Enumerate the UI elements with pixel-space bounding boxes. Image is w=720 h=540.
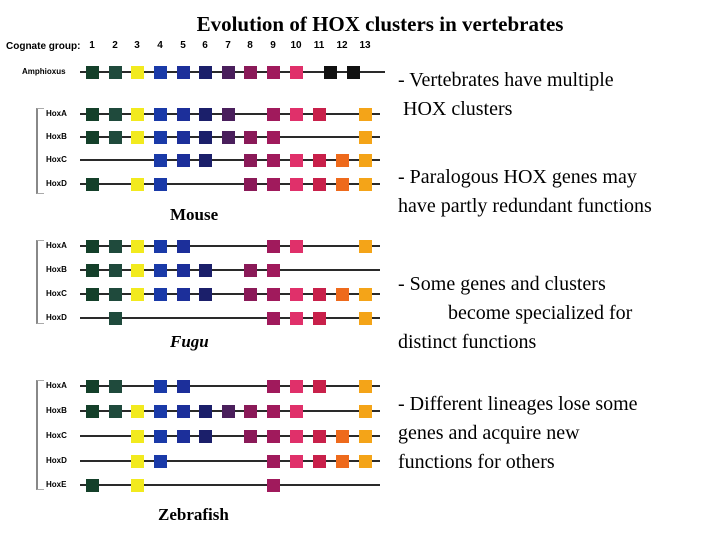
diagram-title: Evolution of HOX clusters in vertebrates: [196, 12, 564, 36]
gene-box-group-8: [244, 430, 257, 443]
gene-box-group-10: [290, 430, 303, 443]
gene-box-group-3: [131, 66, 144, 79]
gene-box-group-3: [131, 479, 144, 492]
gene-box-group-5: [177, 131, 190, 144]
gene-box-group-11: [313, 108, 326, 121]
gene-box-group-3: [131, 264, 144, 277]
bullet-lineage-loss: [398, 390, 710, 477]
gene-box-group-3: [131, 288, 144, 301]
gene-box-group-12: [336, 288, 349, 301]
bullet-paralogous-genes: [398, 163, 710, 221]
bullet-line: - Different lineages lose some: [398, 393, 638, 415]
gene-box-group-10: [290, 108, 303, 121]
gene-box-group-4: [154, 178, 167, 191]
gene-box-group-4: [154, 66, 167, 79]
cognate-group-number: 1: [89, 40, 95, 51]
gene-box-group-5: [177, 430, 190, 443]
gene-box-group-3: [131, 131, 144, 144]
cluster-label: HoxC: [46, 289, 67, 298]
cluster-label: HoxB: [46, 132, 67, 141]
gene-box-group-12: [336, 178, 349, 191]
gene-box-amphioxus-extra: [324, 66, 337, 79]
gene-box-group-1: [86, 264, 99, 277]
gene-box-group-10: [290, 455, 303, 468]
gene-box-group-13: [359, 312, 372, 325]
chromosome-line: [80, 159, 380, 161]
gene-box-group-10: [290, 66, 303, 79]
gene-box-group-2: [109, 66, 122, 79]
gene-box-group-11: [313, 288, 326, 301]
gene-box-group-11: [313, 380, 326, 393]
gene-box-group-13: [359, 108, 372, 121]
cluster-bracket: [36, 380, 44, 490]
gene-box-group-4: [154, 108, 167, 121]
gene-box-group-7: [222, 66, 235, 79]
gene-box-group-4: [154, 405, 167, 418]
gene-box-group-5: [177, 154, 190, 167]
chromosome-line: [80, 484, 380, 486]
gene-box-group-1: [86, 66, 99, 79]
cognate-group-number: 7: [225, 40, 231, 51]
gene-box-group-6: [199, 66, 212, 79]
species-label: Mouse: [170, 205, 219, 224]
gene-box-group-5: [177, 240, 190, 253]
cluster-label: HoxC: [46, 431, 67, 440]
gene-box-group-10: [290, 178, 303, 191]
cluster-label: HoxE: [46, 480, 67, 489]
cognate-group-label: Cognate group:: [6, 41, 81, 52]
gene-box-group-9: [267, 455, 280, 468]
gene-box-group-6: [199, 131, 212, 144]
gene-box-group-8: [244, 288, 257, 301]
chromosome-line: [80, 293, 380, 295]
gene-box-group-10: [290, 240, 303, 253]
gene-box-group-5: [177, 108, 190, 121]
gene-box-group-11: [313, 178, 326, 191]
bullet-line: become specialized for: [398, 302, 633, 324]
chromosome-line: [80, 245, 380, 247]
cluster-label: Amphioxus: [22, 67, 66, 76]
gene-box-group-4: [154, 240, 167, 253]
gene-box-group-7: [222, 108, 235, 121]
gene-box-group-3: [131, 455, 144, 468]
gene-box-group-12: [336, 455, 349, 468]
gene-box-group-2: [109, 264, 122, 277]
cognate-group-number: 8: [247, 40, 253, 51]
chromosome-line: [80, 269, 380, 271]
gene-box-group-4: [154, 154, 167, 167]
gene-box-group-12: [336, 430, 349, 443]
gene-box-group-9: [267, 240, 280, 253]
gene-box-group-1: [86, 479, 99, 492]
gene-box-group-3: [131, 430, 144, 443]
gene-box-group-13: [359, 430, 372, 443]
gene-box-group-8: [244, 264, 257, 277]
bullet-line: genes and acquire new: [398, 422, 580, 444]
gene-box-group-8: [244, 154, 257, 167]
gene-box-group-3: [131, 108, 144, 121]
bullet-line: functions for others: [398, 451, 555, 473]
bullet-line: HOX clusters: [398, 98, 513, 120]
gene-box-group-2: [109, 312, 122, 325]
gene-box-group-6: [199, 264, 212, 277]
gene-box-group-9: [267, 131, 280, 144]
gene-box-group-4: [154, 264, 167, 277]
gene-box-group-4: [154, 430, 167, 443]
gene-box-group-13: [359, 405, 372, 418]
cognate-group-number: 12: [336, 40, 348, 51]
gene-box-group-5: [177, 288, 190, 301]
chromosome-line: [80, 183, 380, 185]
gene-box-group-1: [86, 380, 99, 393]
gene-box-group-9: [267, 108, 280, 121]
gene-box-group-6: [199, 154, 212, 167]
gene-box-group-6: [199, 288, 212, 301]
gene-box-group-3: [131, 240, 144, 253]
gene-box-group-9: [267, 405, 280, 418]
gene-box-group-11: [313, 312, 326, 325]
gene-box-group-4: [154, 380, 167, 393]
chromosome-line: [80, 385, 380, 387]
gene-box-group-13: [359, 240, 372, 253]
bullet-line: - Vertebrates have multiple: [398, 69, 614, 91]
gene-box-amphioxus-extra: [347, 66, 360, 79]
gene-box-group-1: [86, 178, 99, 191]
cluster-bracket: [36, 108, 44, 194]
gene-box-group-9: [267, 154, 280, 167]
gene-box-group-10: [290, 312, 303, 325]
cognate-group-number: 4: [157, 40, 163, 51]
cluster-label: HoxA: [46, 109, 67, 118]
bullet-line: have partly redundant functions: [398, 195, 652, 217]
gene-box-group-11: [313, 455, 326, 468]
cognate-group-number: 13: [359, 40, 371, 51]
bullet-line: - Paralogous HOX genes may: [398, 166, 637, 188]
gene-box-group-9: [267, 380, 280, 393]
cognate-group-number: 6: [202, 40, 208, 51]
gene-box-group-6: [199, 430, 212, 443]
gene-box-group-3: [131, 405, 144, 418]
gene-box-group-10: [290, 154, 303, 167]
species-label: Zebrafish: [158, 505, 229, 524]
gene-box-group-8: [244, 405, 257, 418]
cognate-group-number: 11: [313, 40, 325, 51]
cluster-label: HoxB: [46, 406, 67, 415]
gene-box-group-9: [267, 312, 280, 325]
gene-box-group-2: [109, 288, 122, 301]
gene-box-group-8: [244, 131, 257, 144]
gene-box-group-2: [109, 240, 122, 253]
gene-box-group-3: [131, 178, 144, 191]
gene-box-group-4: [154, 131, 167, 144]
bullet-specialized-genes: [398, 270, 710, 357]
cognate-group-number: 2: [112, 40, 118, 51]
chromosome-line: [80, 460, 380, 462]
gene-box-group-2: [109, 131, 122, 144]
gene-box-group-7: [222, 131, 235, 144]
gene-box-group-4: [154, 288, 167, 301]
gene-box-group-8: [244, 178, 257, 191]
gene-box-group-9: [267, 479, 280, 492]
gene-box-group-9: [267, 178, 280, 191]
chromosome-line: [80, 435, 380, 437]
gene-box-group-13: [359, 455, 372, 468]
gene-box-group-13: [359, 178, 372, 191]
gene-box-group-6: [199, 405, 212, 418]
gene-box-group-2: [109, 108, 122, 121]
cognate-group-number: 9: [270, 40, 276, 51]
gene-box-group-2: [109, 405, 122, 418]
species-label: Fugu: [170, 332, 209, 351]
gene-box-group-10: [290, 288, 303, 301]
gene-box-group-1: [86, 288, 99, 301]
cognate-group-number: 3: [134, 40, 140, 51]
cluster-label: HoxA: [46, 241, 67, 250]
gene-box-group-13: [359, 154, 372, 167]
gene-box-group-4: [154, 455, 167, 468]
bullet-line: distinct functions: [398, 331, 537, 353]
gene-box-group-9: [267, 264, 280, 277]
gene-box-group-11: [313, 430, 326, 443]
gene-box-group-8: [244, 66, 257, 79]
cognate-group-number: 5: [180, 40, 186, 51]
gene-box-group-1: [86, 131, 99, 144]
gene-box-group-12: [336, 154, 349, 167]
gene-box-group-9: [267, 288, 280, 301]
cluster-bracket: [36, 240, 44, 324]
gene-box-group-1: [86, 240, 99, 253]
gene-box-group-10: [290, 405, 303, 418]
gene-box-group-10: [290, 380, 303, 393]
cluster-label: HoxA: [46, 381, 67, 390]
gene-box-group-11: [313, 154, 326, 167]
cluster-label: HoxC: [46, 155, 67, 164]
cluster-label: HoxD: [46, 179, 67, 188]
bullet-line: - Some genes and clusters: [398, 273, 606, 295]
cluster-label: HoxB: [46, 265, 67, 274]
gene-box-group-1: [86, 108, 99, 121]
gene-box-group-13: [359, 131, 372, 144]
bullet-multiple-clusters: [398, 66, 710, 124]
gene-box-group-2: [109, 380, 122, 393]
cluster-label: HoxD: [46, 313, 67, 322]
gene-box-group-13: [359, 288, 372, 301]
cluster-label: HoxD: [46, 456, 67, 465]
gene-box-group-9: [267, 66, 280, 79]
gene-box-group-7: [222, 405, 235, 418]
gene-box-group-5: [177, 405, 190, 418]
gene-box-group-5: [177, 264, 190, 277]
gene-box-group-1: [86, 405, 99, 418]
gene-box-group-6: [199, 108, 212, 121]
gene-box-group-5: [177, 380, 190, 393]
gene-box-group-9: [267, 430, 280, 443]
gene-box-group-13: [359, 380, 372, 393]
gene-box-group-5: [177, 66, 190, 79]
cognate-group-number: 10: [290, 40, 302, 51]
chromosome-line: [80, 317, 380, 319]
